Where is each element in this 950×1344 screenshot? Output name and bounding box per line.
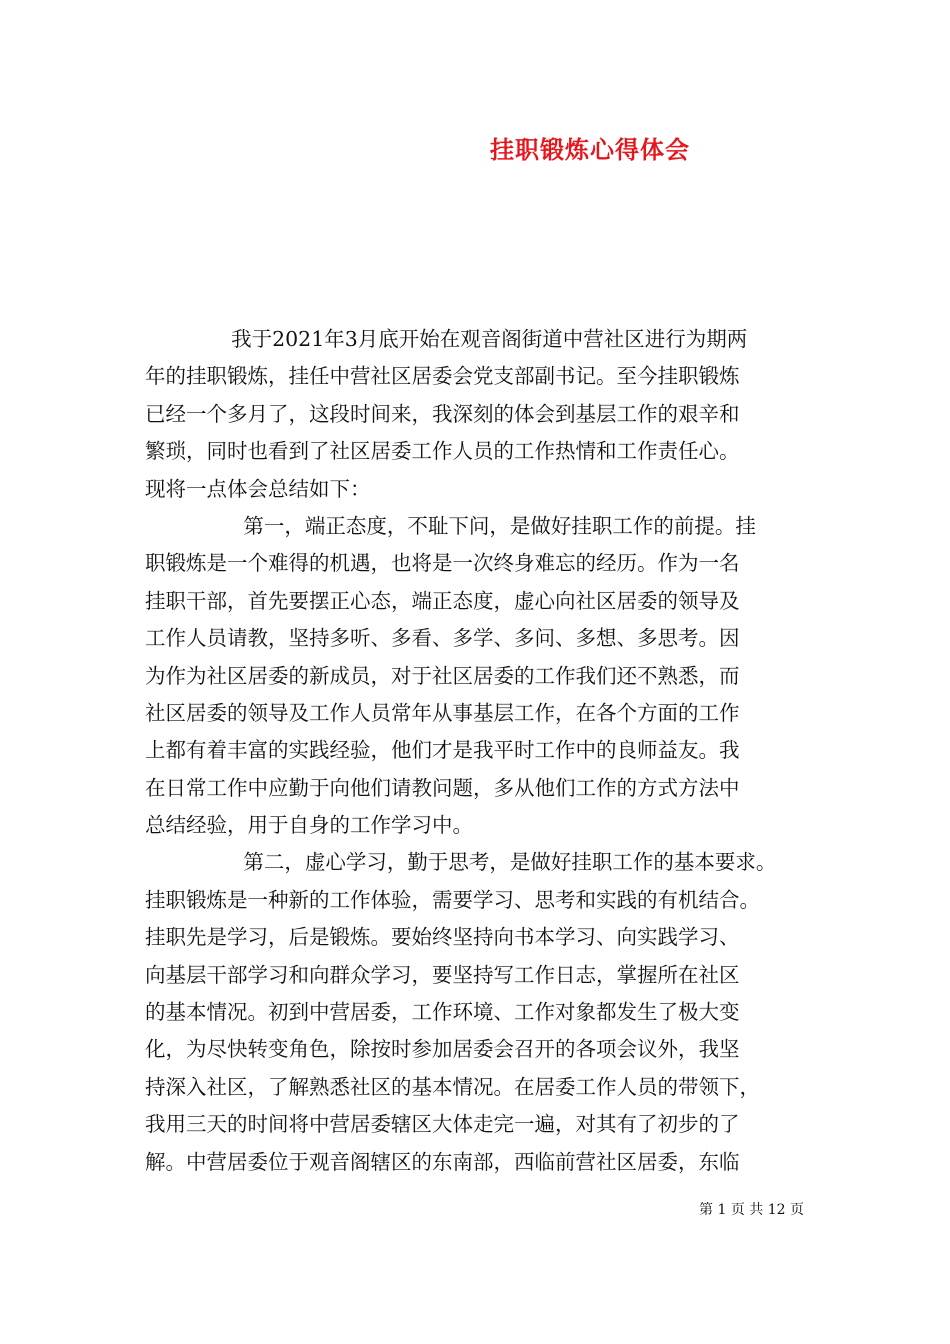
page-footer: 第 1 页 共 12 页: [699, 1202, 804, 1218]
paragraph-line: 在日常工作中应勤于向他们请教问题，多从他们工作的方式方法中: [145, 775, 740, 800]
paragraph-line: 已经一个多月了，这段时间来，我深刻的体会到基层工作的艰辛和: [145, 401, 740, 426]
paragraph: [145, 321, 815, 508]
paragraph-line: 挂职锻炼是一种新的工作体验，需要学习、思考和实践的有机结合。: [145, 887, 760, 912]
paragraph-line: 化，为尽快转变角色，除按时参加居委会召开的各项会议外，我坚: [145, 1037, 740, 1062]
paragraph-line: 繁琐，同时也看到了社区居委工作人员的工作热情和工作责任心。: [145, 439, 740, 464]
paragraph-line: 年的挂职锻炼，挂任中营社区居委会党支部副书记。至今挂职锻炼: [145, 364, 740, 389]
paragraph-line: 现将一点体会总结如下：: [145, 476, 371, 501]
paragraph-line: 上都有着丰富的实践经验，他们才是我平时工作中的良师益友。我: [145, 738, 740, 763]
document-body: [145, 321, 815, 1181]
paragraph-line: 社区居委的领导及工作人员常年从事基层工作，在各个方面的工作: [145, 700, 740, 725]
paragraph-line: 解。中营居委位于观音阁辖区的东南部，西临前营社区居委，东临: [145, 1149, 740, 1174]
paragraph: [145, 508, 815, 845]
paragraph-line: 工作人员请教，坚持多听、多看、多学、多问、多想、多思考。因: [145, 626, 740, 651]
paragraph-line: 职锻炼是一个难得的机遇，也将是一次终身难忘的经历。作为一名: [145, 551, 740, 576]
paragraph-line: 挂职先是学习，后是锻炼。要始终坚持向书本学习、向实践学习、: [145, 925, 740, 950]
paragraph-line: 第一，端正态度，不耻下问，是做好挂职工作的前提。挂: [243, 513, 756, 538]
paragraph-line: 为作为社区居委的新成员，对于社区居委的工作我们还不熟悉，而: [145, 663, 740, 688]
paragraph-line: 我用三天的时间将中营居委辖区大体走完一遍，对其有了初步的了: [145, 1112, 740, 1137]
paragraph-line: 第二，虚心学习，勤于思考，是做好挂职工作的基本要求。: [243, 850, 777, 875]
paragraph-line: 挂职干部，首先要摆正心态，端正态度，虚心向社区居委的领导及: [145, 588, 740, 613]
paragraph-line: 向基层干部学习和向群众学习，要坚持写工作日志，掌握所在社区: [145, 962, 740, 987]
paragraph-line: 我于2021年3月底开始在观音阁街道中营社区进行为期两: [231, 327, 748, 351]
document-title: 挂职锻炼心得体会: [490, 135, 690, 164]
paragraph: [145, 844, 815, 1181]
paragraph-line: 的基本情况。初到中营居委，工作环境、工作对象都发生了极大变: [145, 1000, 740, 1025]
paragraph-line: 总结经验，用于自身的工作学习中。: [145, 813, 473, 838]
paragraph-line: 持深入社区，了解熟悉社区的基本情况。在居委工作人员的带领下，: [145, 1074, 760, 1099]
